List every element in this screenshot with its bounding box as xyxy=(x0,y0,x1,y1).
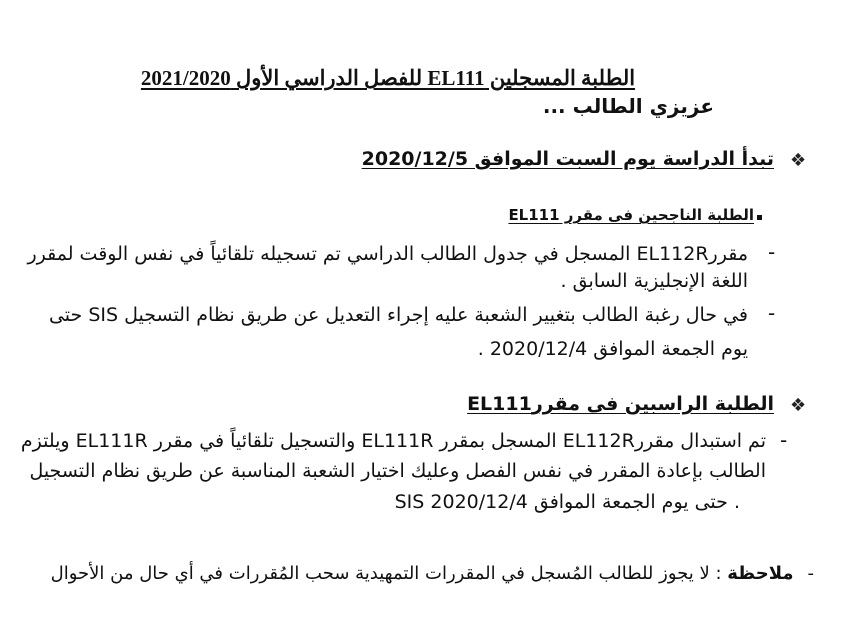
note-text: : لا يجوز للطالب المُسجل في المقررات التمهيدية سحب المُقررات في أي حال من الأحوال xyxy=(50,563,722,584)
diamond-star-icon: ❖ xyxy=(790,150,807,171)
section-heading-failed-students: الطلبة الراسبين فى مقررEL111 xyxy=(467,393,774,415)
failed-item-line-3: SIS حتى يوم الجمعة الموافق 2020/12/4 . xyxy=(394,491,740,513)
passed-item-1-line-2: اللغة الإنجليزية السابق . xyxy=(560,270,748,292)
page-title: الطلبة المسجلين EL111 للفصل الدراسي الأول 2021/2020 xyxy=(140,66,636,90)
greeting: عزيزي الطالب ... xyxy=(542,94,714,118)
note-dash: - xyxy=(807,563,814,584)
failed-item-line-2: الطالب بإعادة المقرر في نفس الفصل وعليك اختيار الشعبة المناسبة عن طريق نظام التسجيل xyxy=(29,460,766,482)
note-label: ملاحظة xyxy=(727,563,794,584)
subheading-passed-students: الطلبة الناجحين فى مقرر EL111 xyxy=(508,206,754,224)
diamond-star-icon: ❖ xyxy=(790,395,807,416)
section-heading-start-date: تبدأ الدراسة يوم السبت الموافق 2020/12/5 xyxy=(361,148,774,170)
failed-item-line-1: تم استبدال مقررEL112R المسجل بمقرر EL111R والتسجيل تلقائياً في مقرر EL111R ويلتزم xyxy=(20,430,766,452)
passed-item-2-line-1: في حال رغبة الطالب بتغيير الشعبة عليه إجراء التعديل عن طريق نظام التسجيل SIS حتى xyxy=(48,304,748,326)
square-bullet-icon xyxy=(757,215,762,220)
dash-bullet: - xyxy=(780,428,788,452)
dash-bullet: - xyxy=(768,301,776,325)
note-line xyxy=(51,563,814,584)
dash-bullet: - xyxy=(768,240,776,264)
passed-item-2-line-2: يوم الجمعة الموافق 2020/12/4 . xyxy=(477,338,748,360)
passed-item-1-line-1: مقررEL112R المسجل في جدول الطالب الدراسي تم تسجيله تلقائياً في نفس الوقت لمقرر xyxy=(27,243,748,265)
